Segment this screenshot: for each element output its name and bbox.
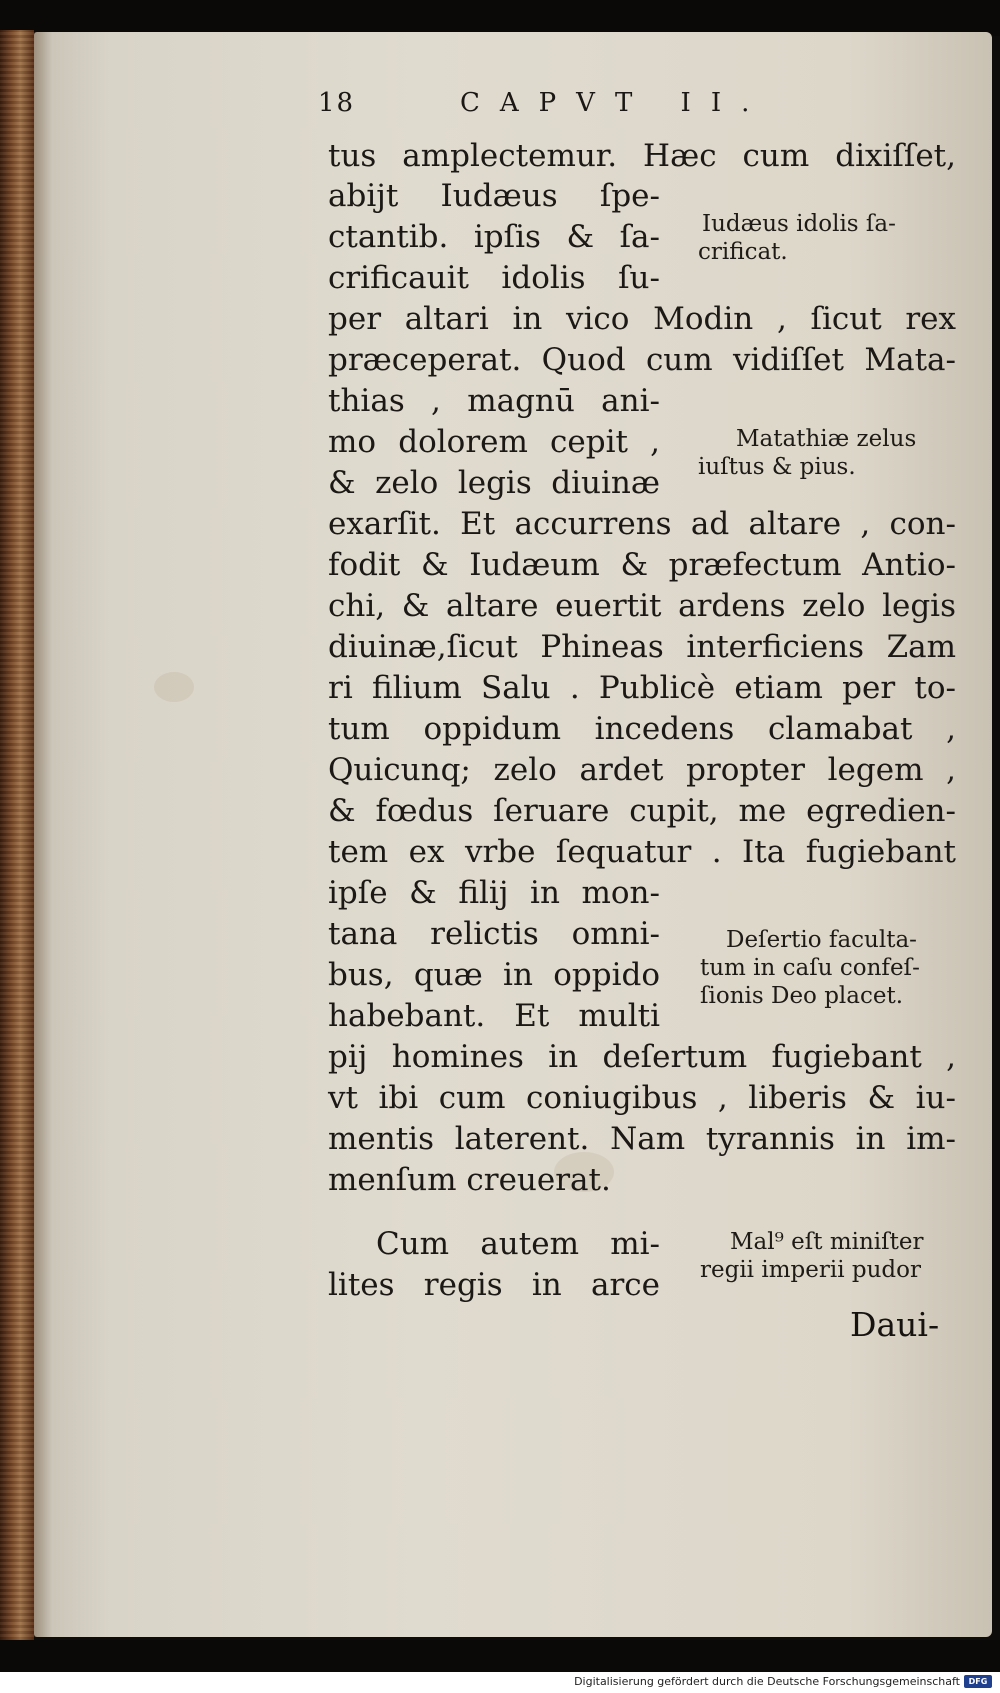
- margin-note-line: iuſtus & pius.: [698, 454, 856, 480]
- text-line: abijt Iudæus ſpe-: [328, 178, 660, 214]
- text-line: & fœdus ſeruare cupit, me egredien-: [328, 793, 956, 829]
- margin-note-line: tum in caſu confeſ-: [700, 955, 920, 981]
- text-line: vt ibi cum coniugibus , liberis & iu-: [328, 1080, 956, 1116]
- margin-note: [698, 425, 916, 481]
- text-line: ipſe & filij in mon-: [328, 875, 660, 911]
- text-line: præceperat. Quod cum vidiſſet Mata-: [328, 342, 956, 378]
- margin-note-line: Matathiæ zelus: [736, 426, 917, 452]
- text-line: tana relictis omni-: [328, 916, 660, 952]
- margin-note: [700, 1228, 924, 1284]
- catchword: Daui-: [850, 1305, 940, 1344]
- text-line: lites regis in arce: [328, 1267, 660, 1303]
- text-line: tem ex vrbe ſequatur . Ita fugiebant: [328, 834, 956, 870]
- text-line: mentis laterent. Nam tyrannis in im-: [328, 1121, 956, 1157]
- text-line: crificauit idolis ſu-: [328, 260, 660, 296]
- margin-note-line: Iudæus idolis ſa-: [702, 211, 896, 237]
- text-line: Quicunq; zelo ardet propter legem ,: [328, 752, 956, 788]
- text-line: pij homines in deſertum fugiebant ,: [328, 1039, 956, 1075]
- scan-top-border: [0, 0, 1000, 36]
- margin-note-line: crificat.: [698, 239, 788, 265]
- dfg-logo-icon: DFG: [964, 1675, 992, 1688]
- digitization-credit: Digitalisierung gefördert durch die Deutsche Forschungsgemeinschaft: [574, 1675, 960, 1688]
- page-header: [318, 88, 838, 124]
- paper-stain: [154, 672, 194, 702]
- text-line: ri filium Salu . Publicè etiam per to-: [328, 670, 956, 706]
- page-number: 18: [318, 88, 356, 118]
- text-line: Cum autem mi-: [376, 1226, 660, 1262]
- margin-note-line: regii imperii pudor: [700, 1257, 921, 1283]
- text-line: diuinæ,ſicut Phineas interficiens Zam: [328, 629, 956, 665]
- text-line: tum oppidum incedens clamabat ,: [328, 711, 956, 747]
- text-line: & zelo legis diuinæ: [328, 465, 660, 501]
- text-line: habebant. Et multi: [328, 998, 660, 1034]
- margin-note-line: ſionis Deo placet.: [700, 983, 904, 1009]
- text-line: menſum creuerat.: [328, 1162, 611, 1198]
- running-head: CAPVT II.: [460, 88, 770, 118]
- book-spine-edge: [0, 30, 34, 1640]
- text-line: tus amplectemur. Hæc cum dixiſſet,: [328, 138, 956, 174]
- text-line: thias , magnū ani-: [328, 383, 660, 419]
- text-line: mo dolorem cepit ,: [328, 424, 660, 460]
- text-line: per altari in vico Modin , ſicut rex: [328, 301, 956, 337]
- text-line: exarſit. Et accurrens ad altare , con-: [328, 506, 956, 542]
- text-line: chi, & altare euertit ardens zelo legis: [328, 588, 956, 624]
- text-line: ctantib. ipſis & ſa-: [328, 219, 660, 255]
- text-line: fodit & Iudæum & præfectum Antio-: [328, 547, 956, 583]
- text-line: bus, quæ in oppido: [328, 957, 660, 993]
- margin-note-line: Deſertio faculta-: [726, 927, 917, 953]
- margin-note-line: Mal⁹ eſt miniſter: [730, 1229, 924, 1255]
- margin-note: [700, 926, 920, 1010]
- margin-note: [698, 210, 896, 266]
